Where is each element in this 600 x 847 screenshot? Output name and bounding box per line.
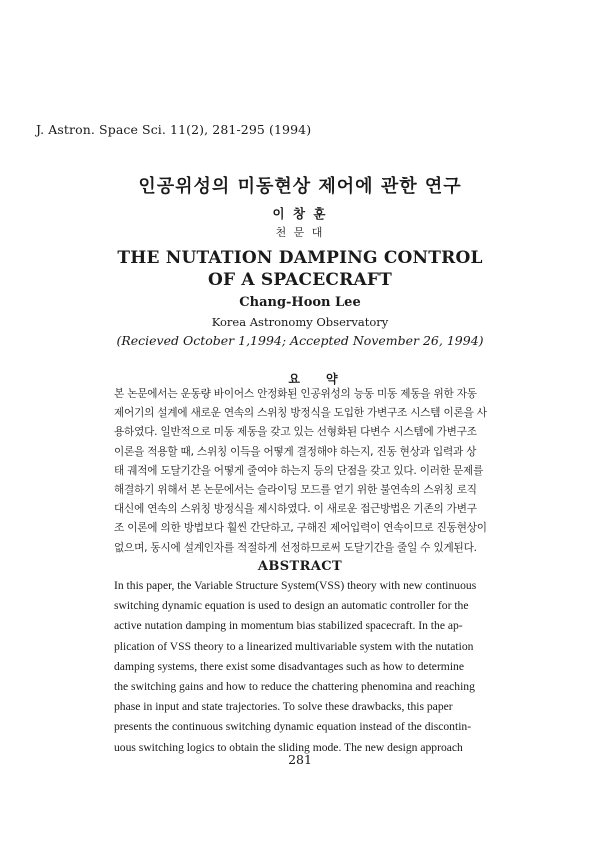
korean-abstract-line: 태 궤적에 도달기간을 어떻게 줄여야 하는지 등의 단점을 갖고 있다. 이러한 문제를 xyxy=(114,464,484,477)
page-number: 281 xyxy=(288,752,312,767)
korean-author: 이 창 훈 xyxy=(272,206,328,221)
korean-abstract-line: 이론을 적용할 때, 스위칭 이득을 어떻게 결정해야 하는지, 진동 현상과 입력과 상 xyxy=(114,445,477,458)
english-abstract-body xyxy=(114,576,508,758)
korean-affiliation: 천 문 대 xyxy=(275,226,325,239)
korean-abstract-line: 본 논문에서는 운동량 바이어스 안정화된 인공위성의 능동 미동 제동을 위한 자동 xyxy=(114,388,477,400)
english-abstract-line: switching dynamic equation is used to design an automatic controller for the xyxy=(114,599,469,613)
english-author: Chang-Hoon Lee xyxy=(239,295,361,310)
korean-abstract-heading: 요약 xyxy=(288,372,364,386)
received-accepted-dates: (Recieved October 1,1994; Accepted November 26, 1994) xyxy=(116,333,484,348)
korean-abstract-body xyxy=(114,385,508,558)
english-abstract-line: active nutation damping in momentum bias stabilized spacecraft. In the ap- xyxy=(114,619,463,633)
english-abstract-line: presents the continuous switching dynamic equation instead of the discontin- xyxy=(114,720,472,734)
english-abstract-line: phase in input and state trajectories. To solve these drawbacks, this paper xyxy=(114,700,453,714)
korean-abstract-line: 없으며, 동시에 설계인자를 적절하게 선정하므로써 도달기간을 줄일 수 있게된다. xyxy=(114,541,477,554)
korean-title: 인공위성의 미동현상 제어에 관한 연구 xyxy=(138,176,462,197)
english-title-line-1: THE NUTATION DAMPING CONTROL xyxy=(117,248,483,268)
korean-abstract-line: 조 이론에 의한 방법보다 훨씬 간단하고, 구해진 제어입력이 연속이므로 진동현상이 xyxy=(114,522,487,535)
english-abstract-line: In this paper, the Variable Structure System(VSS) theory with new continuous xyxy=(114,579,477,592)
korean-abstract-line: 용하였다. 일반적으로 미동 제동을 갖고 있는 선형화된 다변수 시스템에 가변구조 xyxy=(114,426,477,439)
english-abstract-heading: ABSTRACT xyxy=(257,559,343,574)
korean-abstract-line: 해결하기 위해서 본 논문에서는 슬라이딩 모드를 얻기 위한 불연속의 스위칭 로직 xyxy=(114,484,477,497)
english-affiliation: Korea Astronomy Observatory xyxy=(211,315,389,329)
korean-abstract-line: 대신에 연속의 스위칭 방정식을 제시하였다. 이 새로운 접근방법은 기존의 가변구 xyxy=(114,503,477,516)
english-title-line-2: OF A SPACECRAFT xyxy=(208,270,392,290)
english-abstract-line: damping systems, there exist some disadvantages such as how to determine xyxy=(114,659,464,673)
english-abstract-line: the switching gains and how to reduce the chattering phenomina and reaching xyxy=(114,680,475,694)
english-abstract-line: plication of VSS theory to a linearized multivariable system with the nutation xyxy=(114,639,474,653)
korean-abstract-line: 제어기의 설계에 새로운 연속의 스위칭 방정식을 도입한 가변구조 시스템 이론을 사 xyxy=(114,407,487,420)
journal-reference: J. Astron. Space Sci. 11(2), 281-295 (1994) xyxy=(36,122,312,137)
english-abstract-line: uous switching logics to obtain the sliding mode. The new design approach xyxy=(114,740,463,754)
